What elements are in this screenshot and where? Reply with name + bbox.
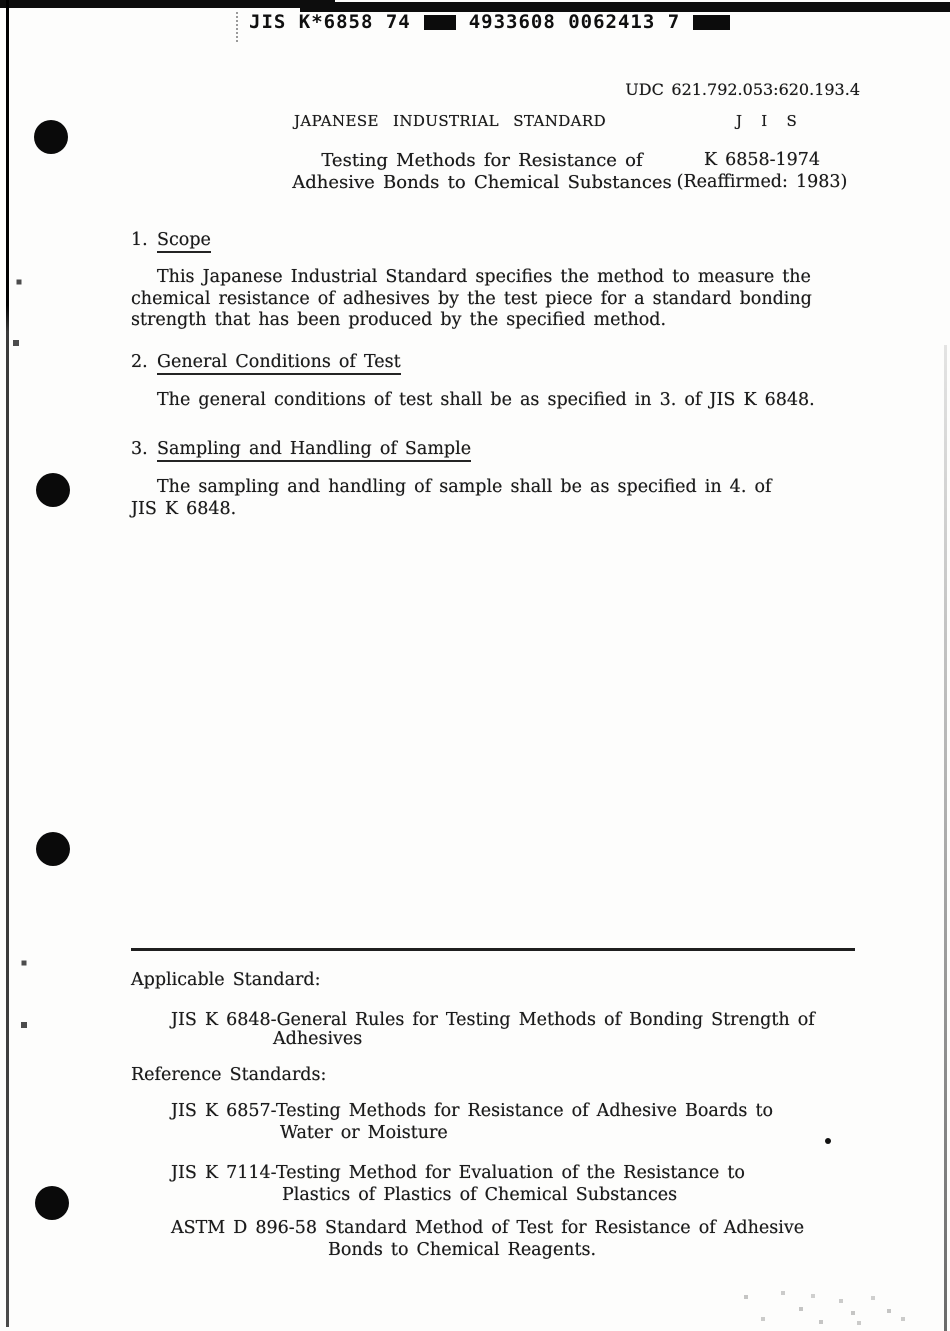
standard-number: K 6858-1974 <box>703 150 821 170</box>
barcode-text-left: JIS K*6858 74 <box>249 11 411 33</box>
applicable-standard-line1: JIS K 6848-General Rules for Testing Methods of Bonding Strength of <box>171 1010 815 1030</box>
binding-hole-dot <box>34 120 68 154</box>
header-barcode-line <box>249 11 730 33</box>
section-number: 1. <box>131 230 148 250</box>
doc-title-line1: Testing Methods for Resistance of <box>321 150 643 171</box>
reference-3-line2: Bonds to Chemical Reagents. <box>328 1240 597 1260</box>
section-1-paragraph <box>131 267 812 332</box>
paragraph-line: JIS K 6848. <box>131 498 237 519</box>
reference-1-line1: JIS K 6857-Testing Methods for Resistance of Adhesive Boards to <box>171 1101 774 1121</box>
binding-hole-dot <box>35 1186 69 1220</box>
section-3-heading <box>131 439 471 461</box>
reference-2-line2: Plastics of Plastics of Chemical Substances <box>282 1185 678 1205</box>
section-2-heading <box>131 352 401 374</box>
reference-standards-label: Reference Standards: <box>131 1065 327 1085</box>
section-1-heading <box>131 230 211 252</box>
section-heading-text: Scope <box>157 230 211 253</box>
reference-3-line1: ASTM D 896-58 Standard Method of Test for Resistance of Adhesive <box>171 1218 805 1238</box>
stray-ink-dot <box>825 1138 831 1144</box>
applicable-standard-line2: Adhesives <box>273 1029 363 1049</box>
footer-divider-rule <box>131 948 855 951</box>
top-border-bar <box>0 0 335 8</box>
paragraph-line: strength that has been produced by the specified method. <box>131 310 667 331</box>
section-3-paragraph <box>131 477 771 520</box>
barcode-block-icon <box>693 15 730 30</box>
dotted-bracket-mark <box>236 12 238 42</box>
udc-number: UDC 621.792.053:620.193.4 <box>625 80 860 99</box>
paragraph-line: The sampling and handling of sample shall be as specified in 4. of <box>157 477 772 497</box>
section-heading-text: Sampling and Handling of Sample <box>157 439 471 462</box>
scan-noise <box>0 0 2 2</box>
paragraph-line: The general conditions of test shall be as specified in 3. of JIS K 6848. <box>157 390 815 410</box>
jis-label: J I S <box>736 112 803 130</box>
applicable-standard-label: Applicable Standard: <box>131 970 321 990</box>
section-2-paragraph <box>131 390 815 412</box>
reference-2-line1: JIS K 7114-Testing Method for Evaluation of the Resistance to <box>171 1163 745 1183</box>
section-heading-text: General Conditions of Test <box>157 352 401 375</box>
standard-number-block <box>664 149 860 193</box>
paragraph-line: This Japanese Industrial Standard specifies the method to measure the <box>157 267 811 287</box>
standard-org-title: JAPANESE INDUSTRIAL STANDARD <box>293 112 607 130</box>
barcode-text-right: 4933608 0062413 7 <box>468 11 681 33</box>
barcode-block-icon <box>424 15 456 30</box>
section-number: 3. <box>131 439 148 459</box>
section-number: 2. <box>131 352 148 372</box>
right-edge-shadow <box>944 345 947 1331</box>
reaffirmed-note: (Reaffirmed: 1983) <box>676 172 848 192</box>
binding-hole-dot <box>36 832 70 866</box>
left-border-line <box>6 0 9 1327</box>
paragraph-line: chemical resistance of adhesives by the test piece for a standard bonding <box>131 288 812 309</box>
binding-hole-dot <box>36 473 70 507</box>
reference-1-line2: Water or Moisture <box>280 1123 448 1143</box>
doc-title-line2: Adhesive Bonds to Chemical Substances <box>292 172 672 193</box>
